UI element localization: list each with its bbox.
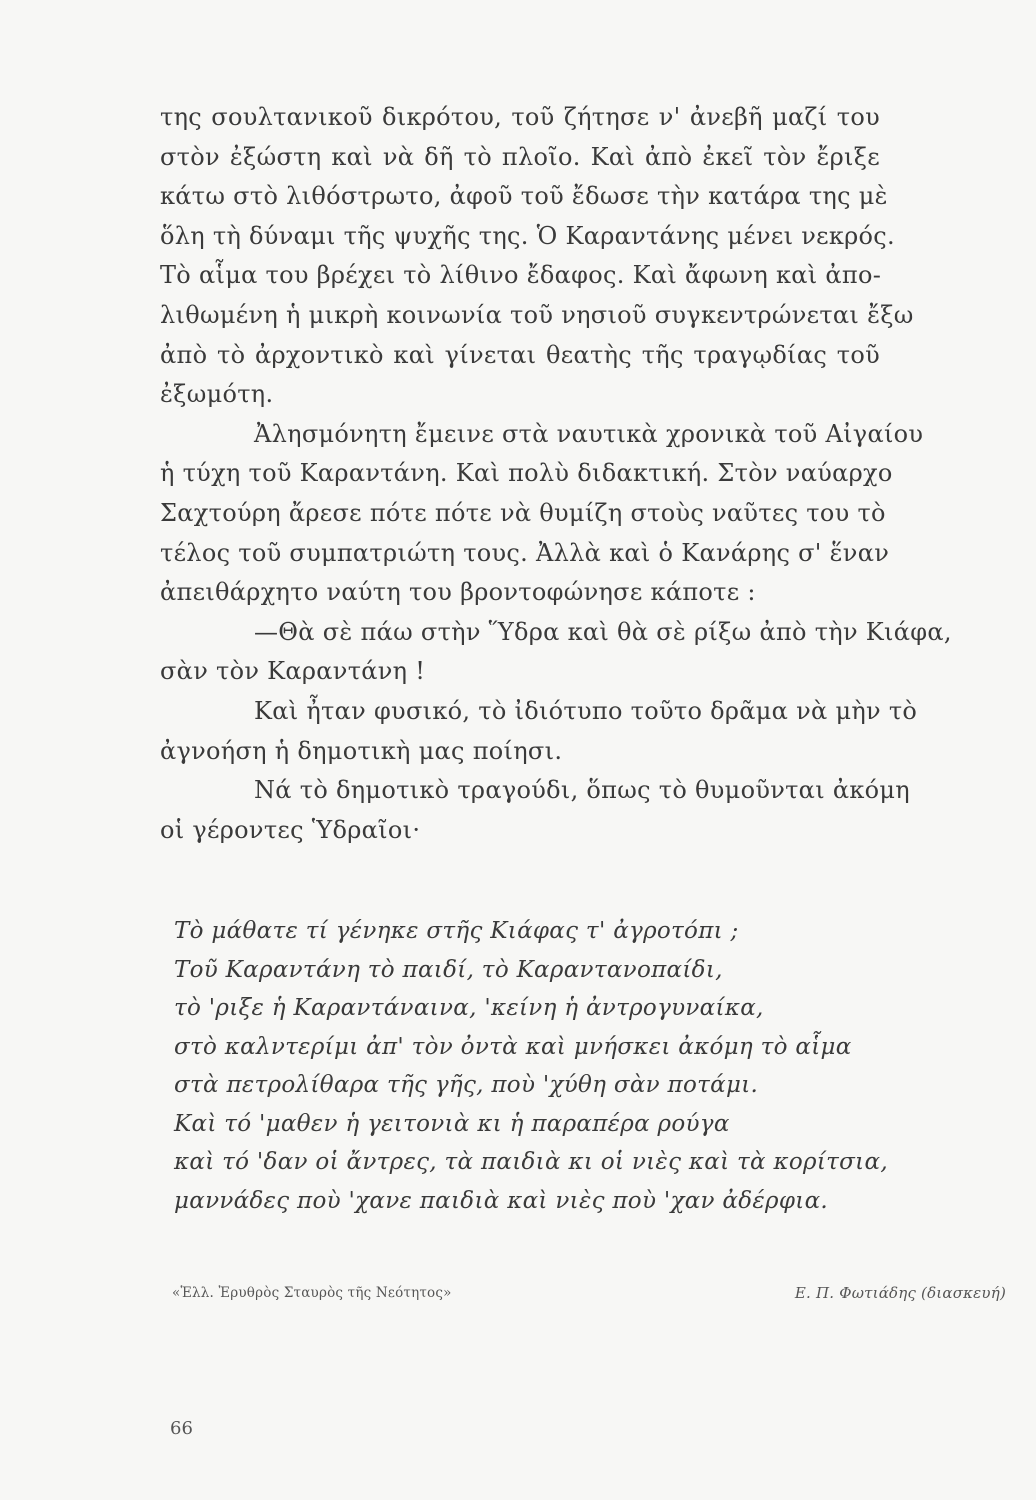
poem-verse: Τοῦ Καραντάνη τὸ παιδί, τὸ Καραντανοπαίδι, — [174, 956, 723, 983]
prose-line: ὅλη τὴ δύναμι τῆς ψυχῆς της. Ὁ Καραντάνης μένει νεκρός. — [160, 221, 895, 250]
prose-line: Νά τὸ δημοτικὸ τραγούδι, ὅπως τὸ θυμοῦνται ἀκόμη — [254, 776, 910, 805]
prose-line: τέλος τοῦ συμπατριώτη τους. Ἀλλὰ καὶ ὁ Κανάρης σ' ἕναν — [160, 538, 890, 567]
dialogue-line: —Θὰ σὲ πάω στὴν Ὕδρα καὶ θὰ σὲ ρίξω ἀπὸ τὴν Κιάφα, — [254, 617, 952, 646]
source-citation: «Ἑλλ. Ἐρυθρὸς Σταυρὸς τῆς Νεότητος» — [172, 1285, 452, 1301]
poem-verse: μαννάδες ποὺ 'χανε παιδιὰ καὶ νιὲς ποὺ 'χαν ἀδέρφια. — [174, 1187, 829, 1214]
prose-line: Ἀλησμόνητη ἔμεινε στὰ ναυτικὰ χρονικὰ τοῦ Αἰγαίου — [254, 419, 924, 448]
prose-line: στὸν ἐξώστη καὶ νὰ δῆ τὸ πλοῖο. Καὶ ἀπὸ ἐκεῖ τὸν ἔριξε — [160, 142, 880, 171]
prose-line: οἱ γέροντες Ὑδραῖοι· — [160, 815, 421, 844]
folk-song-poem — [174, 912, 914, 1220]
prose-line: ἀγνοήση ἡ δημοτικὴ μας ποίησι. — [160, 736, 563, 765]
poem-verse: τὸ 'ριξε ἡ Καραντάναινα, 'κείνη ἡ ἀντρογυναίκα, — [174, 995, 764, 1021]
poem-verse: στὰ πετρολίθαρα τῆς γῆς, ποὺ 'χύθη σὰν ποτάμι. — [174, 1072, 759, 1098]
author-attribution: Ε. Π. Φωτιάδης (διασκευή) — [794, 1284, 1006, 1302]
prose-line: ἀπὸ τὸ ἀρχοντικὸ καὶ γίνεται θεατὴς τῆς τραγῳδίας τοῦ — [160, 340, 880, 369]
prose-line: Τὸ αἷμα του βρέχει τὸ λίθινο ἔδαφος. Καὶ ἄφωνη καὶ ἀπο- — [160, 261, 882, 290]
dialogue-line: σὰν τὸν Καραντάνη ! — [160, 657, 426, 686]
poem-verse: Καὶ τό 'μαθεν ἡ γειτονιὰ κι ἡ παραπέρα ρούγα — [174, 1110, 730, 1137]
page-number: 66 — [170, 1418, 193, 1439]
poem-verse: στὸ καλντερίμι ἀπ' τὸν ὀντὰ καὶ μνήσκει ἀκόμη τὸ αἷμα — [174, 1033, 852, 1060]
prose-line: Καὶ ἦταν φυσικό, τὸ ἰδιότυπο τοῦτο δρᾶμα νὰ μὴν τὸ — [254, 696, 918, 725]
prose-line: της σουλτανικοῦ δικρότου, τοῦ ζήτησε ν' ἀνεβῆ μαζί του — [160, 103, 880, 131]
prose-block — [160, 98, 952, 850]
poem-verse: Τὸ μάθατε τί γένηκε στῆς Κιάφας τ' ἀγροτόπι ; — [174, 918, 739, 944]
prose-line: ἡ τύχη τοῦ Καραντάνη. Καὶ πολὺ διδακτική. Στὸν ναύαρχο — [160, 459, 893, 488]
poem-verse: καὶ τό 'δαν οἱ ἄντρες, τὰ παιδιὰ κι οἱ νιὲς καὶ τὰ κορίτσια, — [174, 1149, 888, 1175]
prose-line: Σαχτούρη ἄρεσε πότε πότε νὰ θυμίζη στοὺς ναῦτες του τὸ — [160, 498, 886, 527]
prose-line: κάτω στὸ λιθόστρωτο, ἀφοῦ τοῦ ἔδωσε τὴν κατάρα της μὲ — [160, 182, 888, 211]
prose-line: ἀπειθάρχητο ναύτη του βροντοφώνησε κάποτε : — [160, 578, 756, 607]
prose-line: λιθωμένη ἡ μικρὴ κοινωνία τοῦ νησιοῦ συγκεντρώνεται ἔξω — [160, 300, 914, 329]
prose-line: ἐξωμότη. — [160, 380, 274, 409]
